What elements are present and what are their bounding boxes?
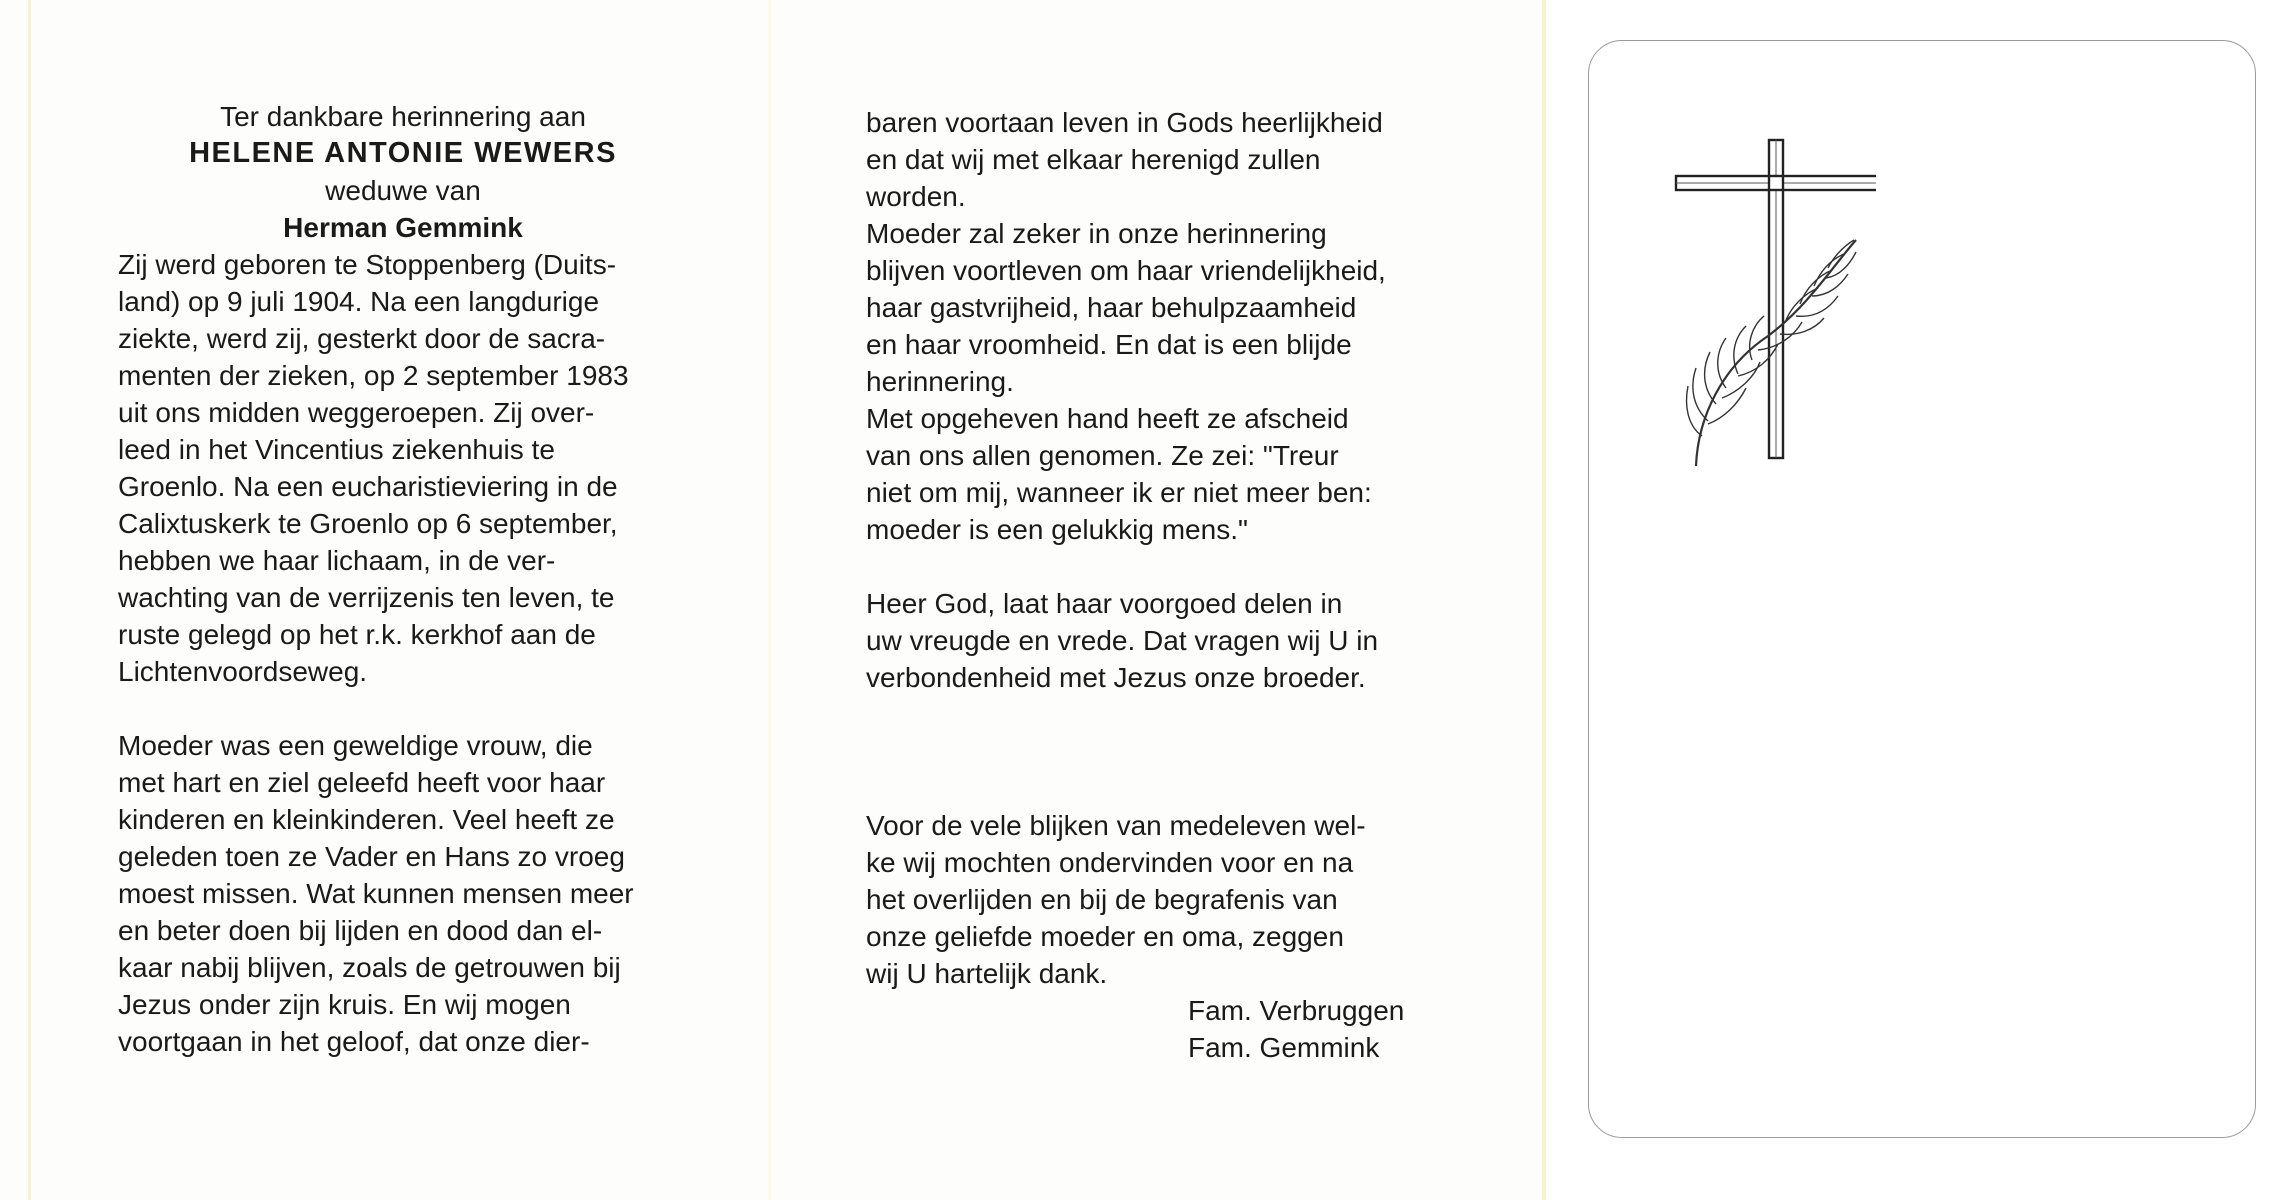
bio-line: Calixtuskerk te Groenlo op 6 september, <box>118 508 618 539</box>
tribute-line: kinderen en kleinkinderen. Veel heeft ze <box>118 804 615 835</box>
bio-line: hebben we haar lichaam, in de ver- <box>118 545 556 576</box>
signature-verbruggen: Fam. Verbruggen <box>1188 995 1405 1026</box>
bio-line: Lichtenvoordseweg. <box>118 656 368 687</box>
left-column <box>118 98 688 1060</box>
signature-gemmink: Fam. Gemmink <box>1188 1032 1380 1063</box>
widow-of-line: weduwe van <box>325 175 481 206</box>
thanks-line: het overlijden en bij de begrafenis van <box>866 884 1338 915</box>
thanks-line: ke wij mochten ondervinden voor en na <box>866 847 1354 878</box>
memory-line: baren voortaan leven in Gods heerlijkheid <box>866 107 1383 138</box>
memory-line: niet om mij, wanneer ik er niet meer ben: <box>866 477 1372 508</box>
tribute-line: Jezus onder zijn kruis. En wij mogen <box>118 989 571 1020</box>
husband-name: Herman Gemmink <box>283 212 523 243</box>
prayer-line: Heer God, laat haar voorgoed delen in <box>866 588 1343 619</box>
bio-line: Groenlo. Na een eucharistieviering in de <box>118 471 618 502</box>
bio-line: wachting van de verrijzenis ten leven, te <box>118 582 615 613</box>
memory-line: van ons allen genomen. Ze zei: "Treur <box>866 440 1339 471</box>
bio-line: leed in het Vincentius ziekenhuis te <box>118 434 555 465</box>
intro-line: Ter dankbare herinnering aan <box>220 101 586 132</box>
memory-line: Moeder zal zeker in onze herinnering <box>866 218 1327 249</box>
bio-line: land) op 9 juli 1904. Na een langdurige <box>118 286 600 317</box>
right-fold <box>1542 0 1546 1200</box>
bio-line: ziekte, werd zij, gesterkt door de sacra- <box>118 323 606 354</box>
memory-line: worden. <box>866 181 966 212</box>
bio-line: menten der zieken, op 2 september 1983 <box>118 360 629 391</box>
memory-line: herinnering. <box>866 366 1014 397</box>
prayer-line: uw vreugde en vrede. Dat vragen wij U in <box>866 625 1379 656</box>
thanks-line: Voor de vele blijken van medeleven wel- <box>866 810 1366 841</box>
memory-line: Met opgeheven hand heeft ze afscheid <box>866 403 1349 434</box>
tribute-line: kaar nabij blijven, zoals de getrouwen bij <box>118 952 621 983</box>
memory-line: moeder is een gelukkig mens." <box>866 514 1248 545</box>
prayer-line: verbondenheid met Jezus onze broeder. <box>866 662 1366 693</box>
left-fold-edge <box>28 0 31 1200</box>
middle-column <box>866 104 1432 1066</box>
deceased-name: HELENE ANTONIE WEWERS <box>189 137 617 169</box>
center-fold <box>768 0 771 1200</box>
memory-line: en haar vroomheid. En dat is een blijde <box>866 329 1352 360</box>
tribute-line: Moeder was een geweldige vrouw, die <box>118 730 593 761</box>
cross-with-palm-icon <box>1668 136 1876 476</box>
thanks-line: onze geliefde moeder en oma, zeggen <box>866 921 1344 952</box>
tribute-line: voortgaan in het geloof, dat onze dier- <box>118 1026 590 1057</box>
bio-line: ruste gelegd op het r.k. kerkhof aan de <box>118 619 596 650</box>
thanks-line: wij U hartelijk dank. <box>866 958 1108 989</box>
tribute-line: met hart en ziel geleefd heeft voor haar <box>118 767 606 798</box>
bio-line: Zij werd geboren te Stoppenberg (Duits- <box>118 249 617 280</box>
bio-line: uit ons midden weggeroepen. Zij over- <box>118 397 595 428</box>
tribute-line: geleden toen ze Vader en Hans zo vroeg <box>118 841 625 872</box>
memory-line: en dat wij met elkaar herenigd zullen <box>866 144 1321 175</box>
memory-line: blijven voortleven om haar vriendelijkheid, <box>866 255 1386 286</box>
memory-line: haar gastvrijheid, haar behulpzaamheid <box>866 292 1357 323</box>
tribute-line: en beter doen bij lijden en dood dan el- <box>118 915 603 946</box>
tribute-line: moest missen. Wat kunnen mensen meer <box>118 878 634 909</box>
